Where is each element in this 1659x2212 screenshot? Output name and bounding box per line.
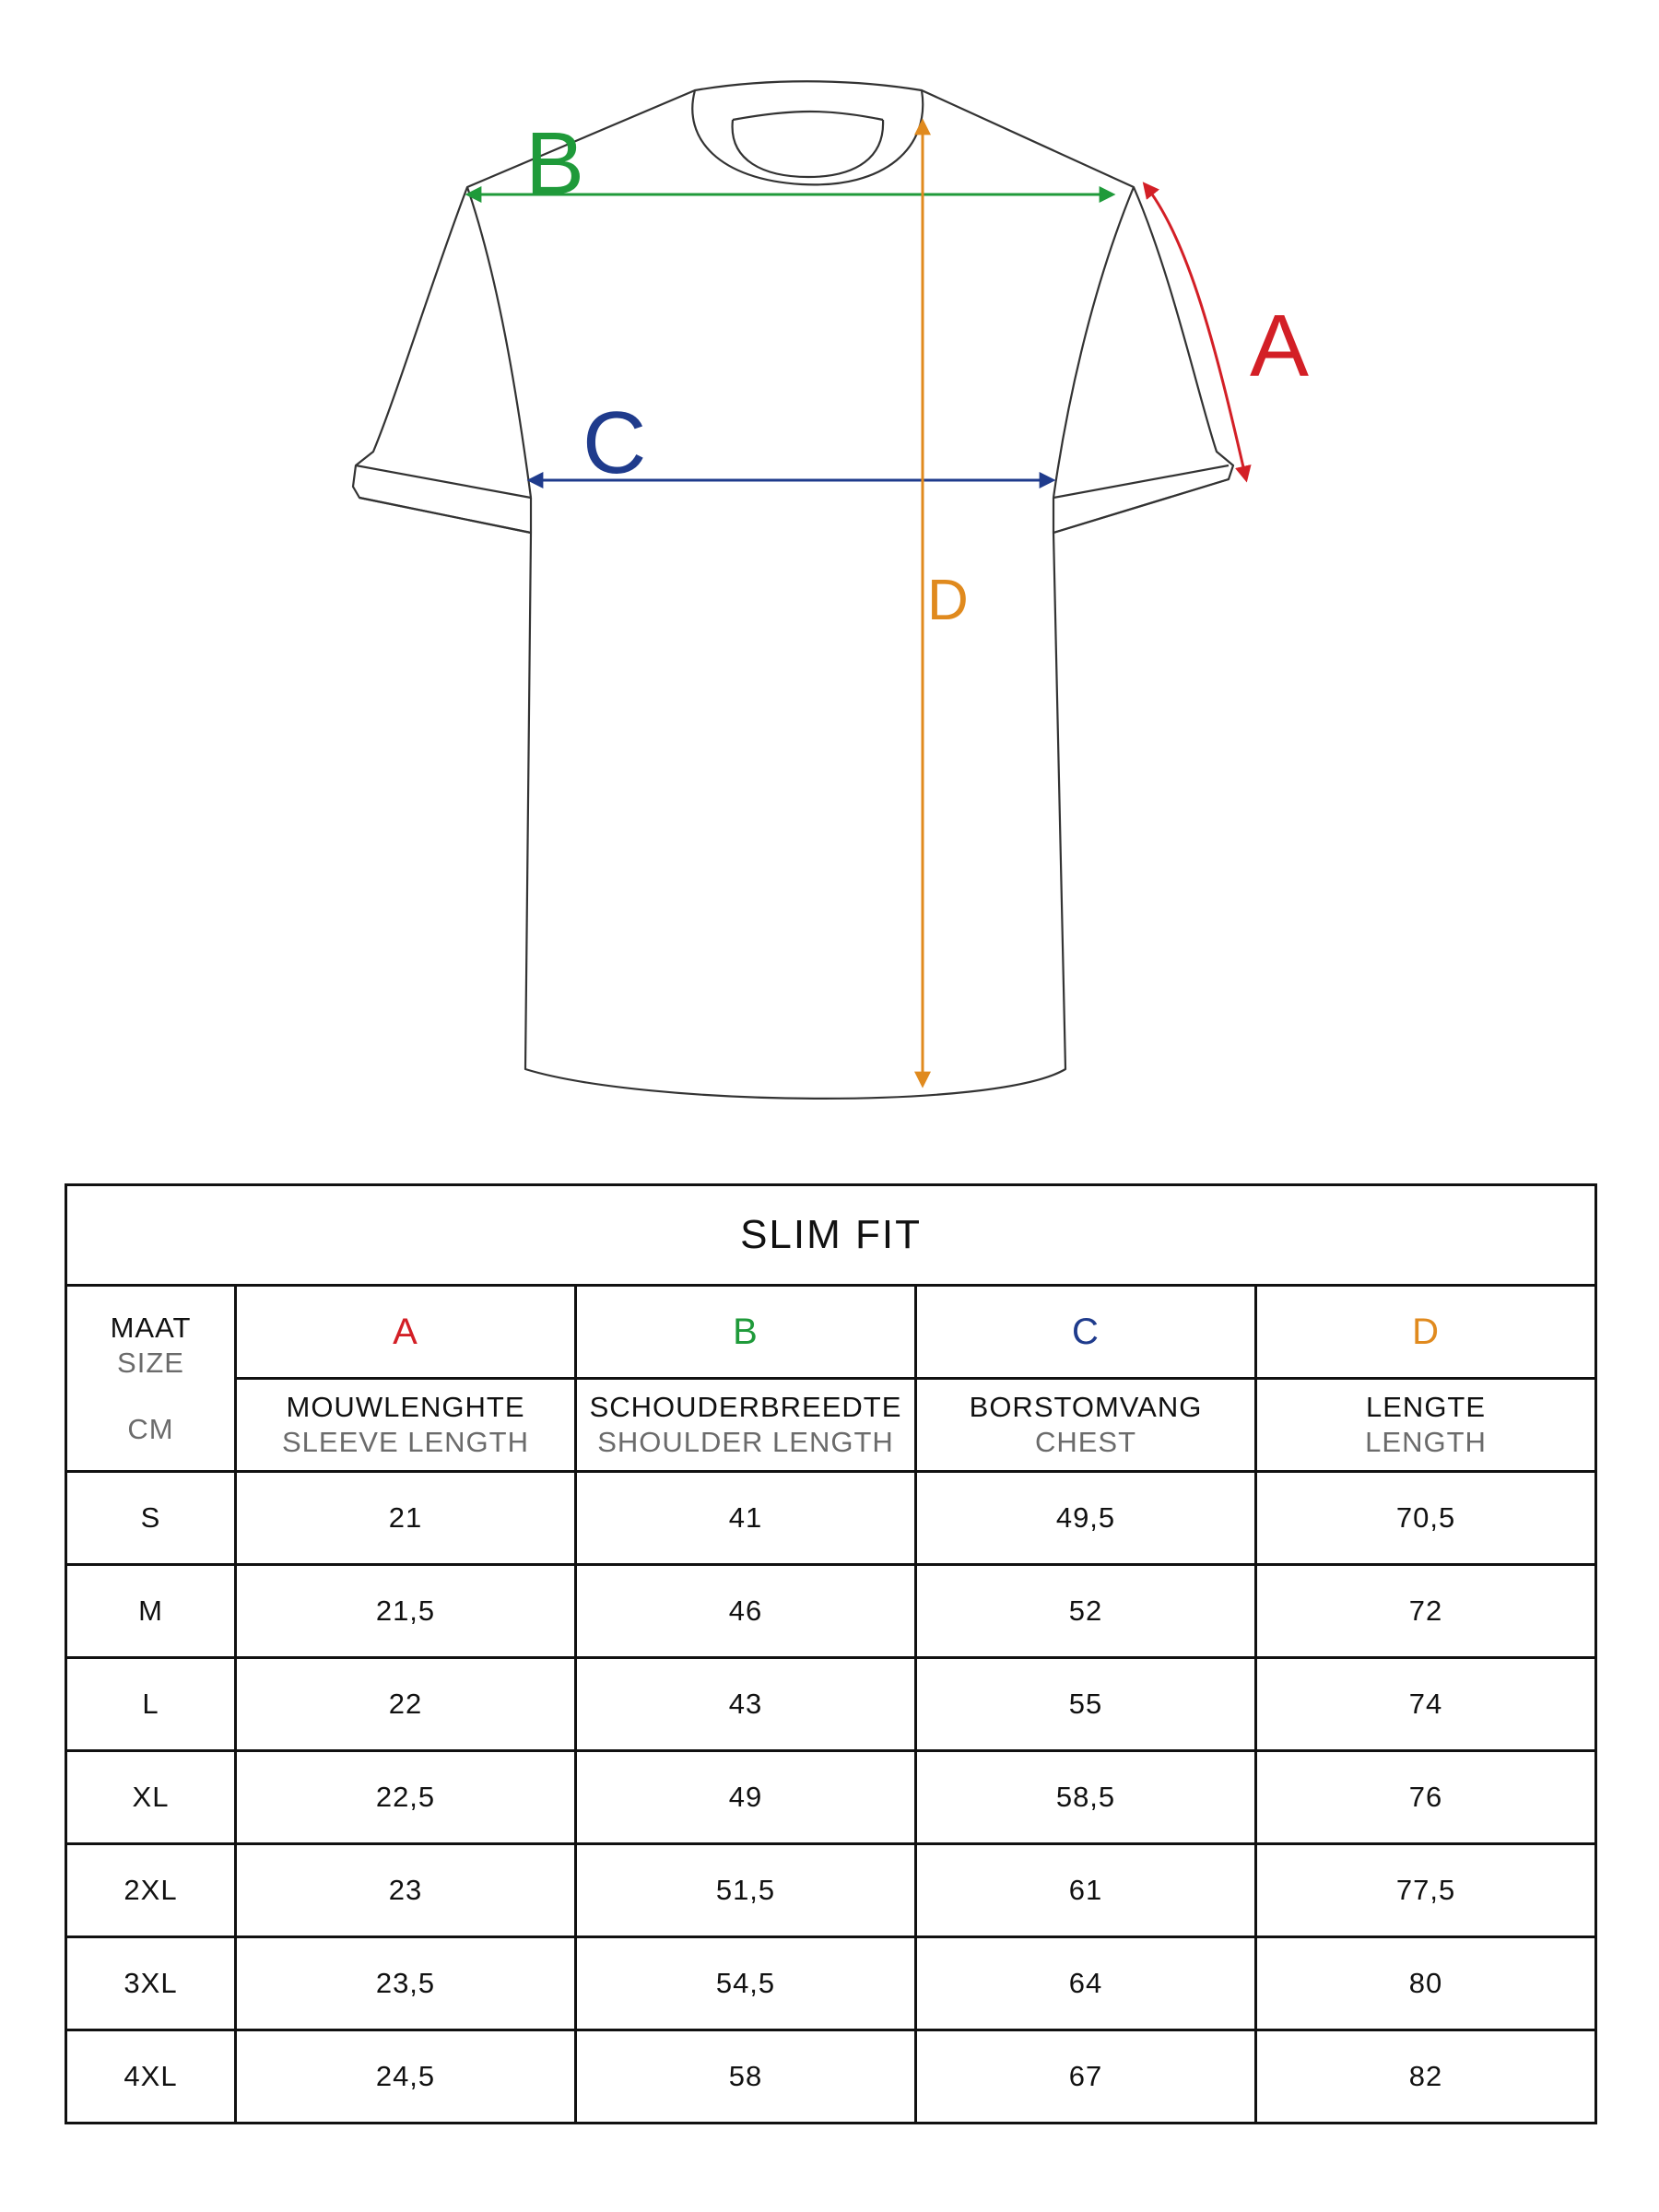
value-cell: 23 (236, 1844, 576, 1937)
column-desc-c-nl: BORSTOMVANG (969, 1391, 1203, 1423)
value-cell: 41 (576, 1472, 916, 1565)
column-desc-d-en: LENGTH (1365, 1426, 1487, 1458)
value-cell: 22 (236, 1658, 576, 1751)
column-desc-c-en: CHEST (1034, 1426, 1137, 1458)
column-letter-d: D (1256, 1286, 1596, 1379)
marker-c: C (582, 394, 647, 492)
column-desc-b-en: SHOULDER LENGTH (597, 1426, 894, 1458)
column-desc-d-nl: LENGTE (1366, 1391, 1487, 1423)
value-cell: 61 (916, 1844, 1256, 1937)
value-cell: 70,5 (1256, 1472, 1596, 1565)
table-row (66, 1937, 1596, 2030)
table-row (66, 1751, 1596, 1844)
value-cell: 58,5 (916, 1751, 1256, 1844)
table-row (66, 1472, 1596, 1565)
table-title: SLIM FIT (66, 1185, 1596, 1286)
value-cell: 76 (1256, 1751, 1596, 1844)
size-header-unit: CM (127, 1412, 174, 1445)
column-letter-a: A (236, 1286, 576, 1379)
value-cell: 55 (916, 1658, 1256, 1751)
value-cell: 21 (236, 1472, 576, 1565)
marker-a: A (1250, 297, 1310, 395)
measure-line-a (1145, 184, 1246, 479)
value-cell: 46 (576, 1565, 916, 1658)
size-cell: 3XL (66, 1937, 236, 2030)
value-cell: 64 (916, 1937, 1256, 2030)
value-cell: 72 (1256, 1565, 1596, 1658)
value-cell: 52 (916, 1565, 1256, 1658)
size-header (66, 1286, 236, 1472)
value-cell: 77,5 (1256, 1844, 1596, 1937)
marker-b: B (525, 114, 585, 213)
column-letter-c: C (916, 1286, 1256, 1379)
table-row (66, 1658, 1596, 1751)
value-cell: 21,5 (236, 1565, 576, 1658)
value-cell: 49,5 (916, 1472, 1256, 1565)
value-cell: 51,5 (576, 1844, 916, 1937)
value-cell: 24,5 (236, 2030, 576, 2124)
table-row (66, 2030, 1596, 2124)
value-cell: 49 (576, 1751, 916, 1844)
value-cell: 43 (576, 1658, 916, 1751)
size-header-nl: MAAT (110, 1311, 192, 1344)
value-cell: 82 (1256, 2030, 1596, 2124)
size-cell: S (66, 1472, 236, 1565)
value-cell: 23,5 (236, 1937, 576, 2030)
table-row (66, 1844, 1596, 1937)
column-desc-a (236, 1379, 576, 1472)
column-desc-a-nl: MOUWLENGHTE (286, 1391, 525, 1423)
size-header-en: SIZE (117, 1346, 184, 1379)
size-cell: 4XL (66, 2030, 236, 2124)
size-cell: M (66, 1565, 236, 1658)
size-cell: 2XL (66, 1844, 236, 1937)
marker-d: D (927, 569, 969, 632)
size-cell: XL (66, 1751, 236, 1844)
column-desc-b (576, 1379, 916, 1472)
column-desc-a-en: SLEEVE LENGTH (282, 1426, 529, 1458)
tshirt-outline (353, 81, 1233, 1099)
column-desc-c (916, 1379, 1256, 1472)
value-cell: 67 (916, 2030, 1256, 2124)
table-row (66, 1565, 1596, 1658)
value-cell: 74 (1256, 1658, 1596, 1751)
value-cell: 54,5 (576, 1937, 916, 2030)
value-cell: 58 (576, 2030, 916, 2124)
value-cell: 22,5 (236, 1751, 576, 1844)
value-cell: 80 (1256, 1937, 1596, 2030)
size-chart-table (65, 1183, 1597, 2124)
column-letter-b: B (576, 1286, 916, 1379)
column-desc-b-nl: SCHOUDERBREEDTE (589, 1391, 902, 1423)
column-desc-d (1256, 1379, 1596, 1472)
size-cell: L (66, 1658, 236, 1751)
